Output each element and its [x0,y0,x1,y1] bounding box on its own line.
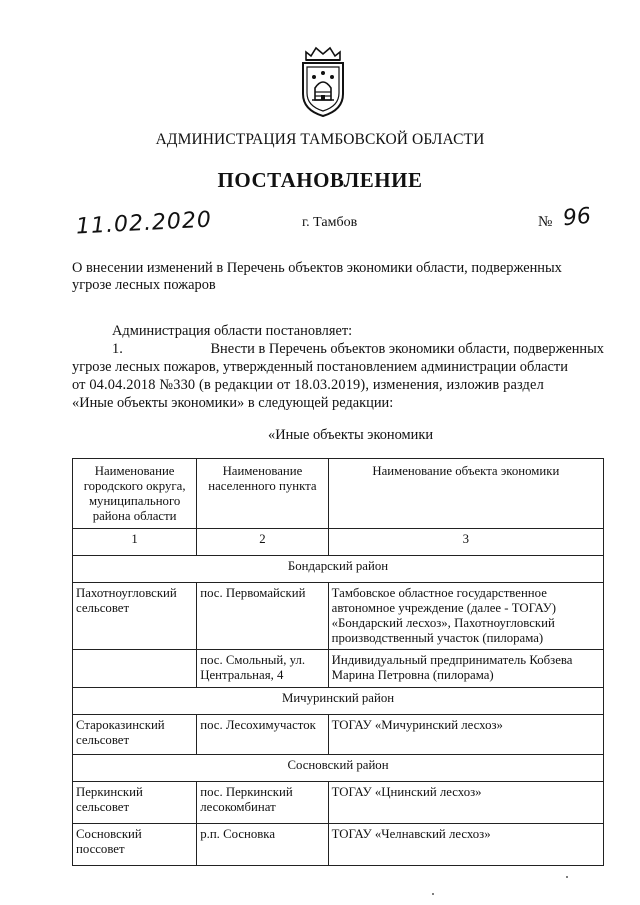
row-municipality [73,650,197,688]
district-bondarsky: Бондарский район [73,556,604,583]
row-municipality: Перкинский сельсовет [73,782,197,824]
handwritten-number: 96 [561,203,593,232]
table-caption: «Иные объекты экономики [268,427,434,443]
row-settlement: пос. Первомайский [197,583,328,650]
number-label: № [538,214,553,230]
row-object: ТОГАУ «Мичуринский лесхоз» [328,715,603,755]
subject-line-2: угрозе лесных пожаров [72,277,216,293]
row-settlement: пос. Перкинский лесокомбинат [197,782,328,824]
row-settlement: пос. Лесохимучасток [197,715,328,755]
city-name: г. Тамбов [302,215,358,230]
district-row [73,688,604,715]
header-settlement: Наименование населенного пункта [197,459,328,529]
handwritten-date: 11.02.2020 [75,207,213,240]
scan-speck [566,876,568,878]
col-number-3: 3 [328,529,603,556]
subject-line-1: О внесении изменений в Перечень объектов экономики области, подверженных [72,260,562,276]
row-object: ТОГАУ «Цнинский лесхоз» [328,782,603,824]
row-object: ТОГАУ «Челнавский лесхоз» [328,824,603,866]
district-row [73,556,604,583]
item-text-1: Внести в Перечень объектов экономики области, подверженных [210,341,604,357]
table-row [73,650,604,688]
economy-objects-table [72,458,604,866]
row-municipality: Сосновский поссовет [73,824,197,866]
table-row [73,824,604,866]
row-settlement: пос. Смольный, ул. Центральная, 4 [197,650,328,688]
decree-opening: Администрация области постановляет: [112,323,353,339]
header-object: Наименование объекта экономики [328,459,603,529]
row-municipality: Пахотноугловский сельсовет [73,583,197,650]
district-sosnovsky: Сосновский район [73,755,604,782]
table-row [73,583,604,650]
item-1-line-2: угрозе лесных пожаров, утвержденный постановлением администрации области [72,359,568,375]
row-settlement: р.п. Сосновка [197,824,328,866]
district-row [73,755,604,782]
row-object: Тамбовское областное государственное автономное учреждение (далее - ТОГАУ) «Бондарский лесхоз», Пахотноугловский производственный участок (пилорама) [328,583,603,650]
col-number-1: 1 [73,529,197,556]
item-1-line-4: «Иные объекты экономики» в следующей редакции: [72,395,394,411]
document-title: ПОСТАНОВЛЕНИЕ [217,168,423,192]
scan-speck [432,893,434,895]
table-row [73,782,604,824]
table-header-row [73,459,604,529]
header-municipality: Наименование городского округа, муниципального района области [73,459,197,529]
item-number: 1. [112,341,123,357]
item-1-line-3: от 04.04.2018 №330 (в редакции от 18.03.2019), изменения, изложив раздел [72,377,544,393]
organization-name: АДМИНИСТРАЦИЯ ТАМБОВСКОЙ ОБЛАСТИ [155,131,485,148]
document-subject [72,260,604,294]
col-number-2: 2 [197,529,328,556]
item-1-line-1 [72,340,604,358]
district-michurinsky: Мичуринский район [73,688,604,715]
table-row [73,715,604,755]
coat-of-arms-icon [298,44,348,118]
row-municipality: Староказинский сельсовет [73,715,197,755]
column-number-row [73,529,604,556]
row-object: Индивидуальный предприниматель Кобзева Марина Петровна (пилорама) [328,650,603,688]
decree-body [72,322,604,412]
